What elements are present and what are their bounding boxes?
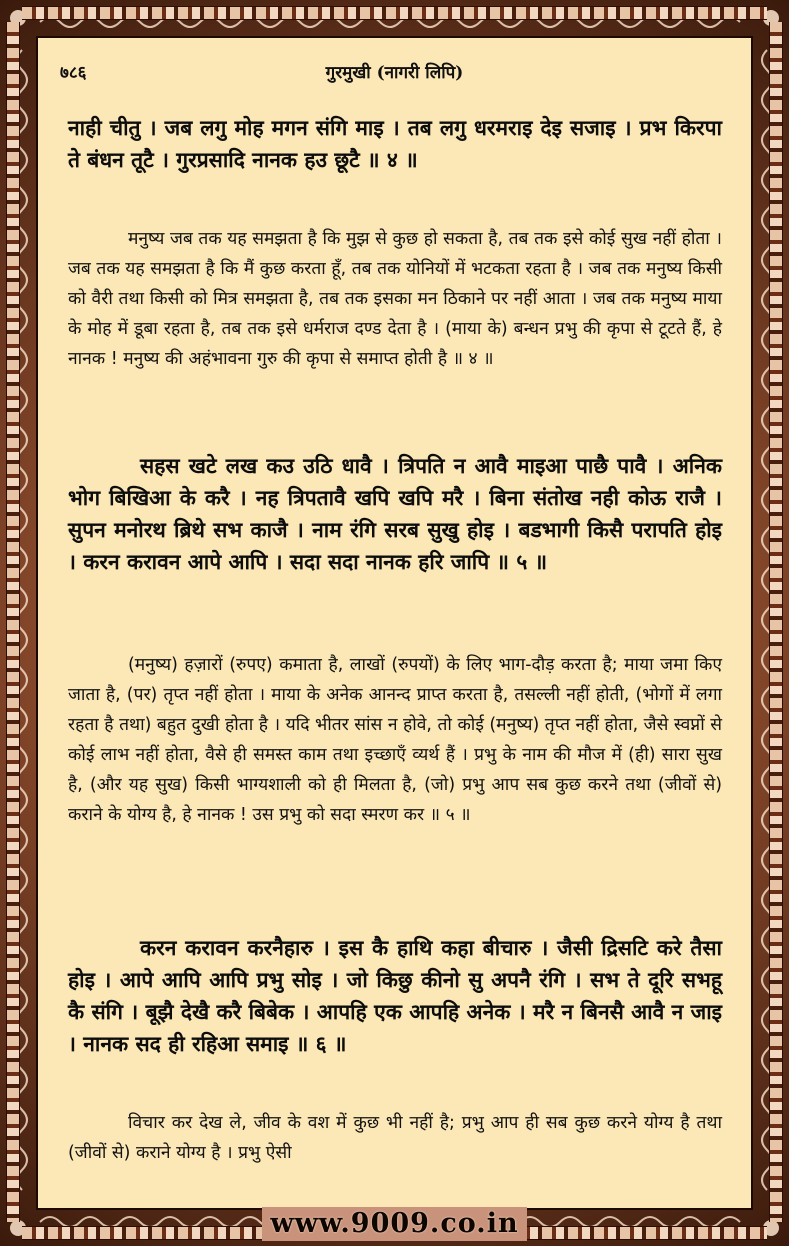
meaning-paragraph: विचार कर देख ले, जीव के वश में कुछ भी नहीं है; प्रभु आप ही सब कुछ करने योग्य है तथा (जीवों से) कराने योग्य है । प्रभु ऐसी xyxy=(68,1113,722,1163)
frame-border-right xyxy=(769,22,783,1222)
website-link[interactable]: www.9009.co.in xyxy=(262,1207,526,1241)
meaning-paragraph: मनुष्य जब तक यह समझता है कि मुझ से कुछ हो सकता है, तब तक इसे कोई सुख नहीं होता । जब तक यह समझता है कि मैं कुछ करता हूँ, तब तक योनियों में भटकता रहता है । जब तक मनुष्य किसी को वैरी तथा किसी को मित्र समझता है, तब तक इसका मन ठिकाने पर नहीं आता । जब तक मनुष्य माया के मोह में डूबा रहता है, तब तक इसे धर्मराज दण्ड देता है । (माया के) बन्धन प्रभु की कृपा से टूटते हैं, हे नानक ! मनुष्य की अहंभावना गुरु की कृपा से समाप्त होती है ॥ ४ ॥ xyxy=(68,229,722,369)
book-page xyxy=(36,36,753,1210)
verse-block: सहस खटे लख कउ उठि धावै । त्रिपति न आवै माइआ पाछै पावै । अनिक भोग बिखिआ के करै । नह त्रिपतावै खपि खपि मरै । बिना संतोख नही कोऊ राजै । सुपन मनोरथ ब्रिथे सभ काजै । नाम रंगि सरब सुखु होइ । बडभागी किसै परापति होइ । करन करावन आपे आपि । सदा सदा नानक हरि जापि ॥ ५ ॥ xyxy=(68,454,722,574)
verse-block: करन करावन करनैहारु । इस कै हाथि कहा बीचारु । जैसी द्रिसटि करे तैसा होइ । आपे आपि आपि प्रभु सोइ । जो किछु कीनो सु अपनै रंगि । सभ ते दूरि सभहू कै संगि । बूझै देखै करै बिबेक । आपहि एक आपहि अनेक । मरै न बिनसै आवै न जाइ । नानक सद ही रहिआ समाइ ॥ ६ ॥ xyxy=(68,936,722,1056)
footer xyxy=(0,1207,789,1243)
frame-border-top xyxy=(22,6,767,20)
frame-border-left xyxy=(6,22,20,1222)
meaning-paragraph: (मनुष्य) हज़ारों (रुपए) कमाता है, लाखों (रुपयों) के लिए भाग-दौड़ करता है; माया जमा किए जाता है, (पर) तृप्त नहीं होता । माया के अनेक आनन्द प्राप्त करता है, तसल्ली नहीं होती, (भोगों में लगा रहता है तथा) बहुत दुखी होता है । यदि भीतर सांस न होवे, तो कोई (मनुष्य) तृप्त नहीं होता, जैसे स्वप्नों से कोई लाभ नहीं होता, वैसे ही समस्त काम तथा इच्छाएँ व्यर्थ हैं । प्रभु के नाम की मौज में (ही) सारा सुख है, (और यह सुख) किसी भाग्यशाली को ही मिलता है, (जो) प्रभु आप सब कुछ करने तथा (जीवों से) कराने के योग्य है, हे नानक ! उस प्रभु को सदा स्मरण कर ॥ ५ ॥ xyxy=(68,655,722,825)
page-number: ७८६ xyxy=(60,63,87,83)
verse-block: नाही चीतु । जब लगु मोह मगन संगि माइ । तब लगु धरमराइ देइ सजाइ । प्रभ किरपा ते बंधन तूटै । गुरप्रसादि नानक हउ छूटै ॥ ४ ॥ xyxy=(68,116,722,172)
page-title: गुरमुखी (नागरी लिपि) xyxy=(325,63,464,83)
page-header xyxy=(38,60,751,88)
